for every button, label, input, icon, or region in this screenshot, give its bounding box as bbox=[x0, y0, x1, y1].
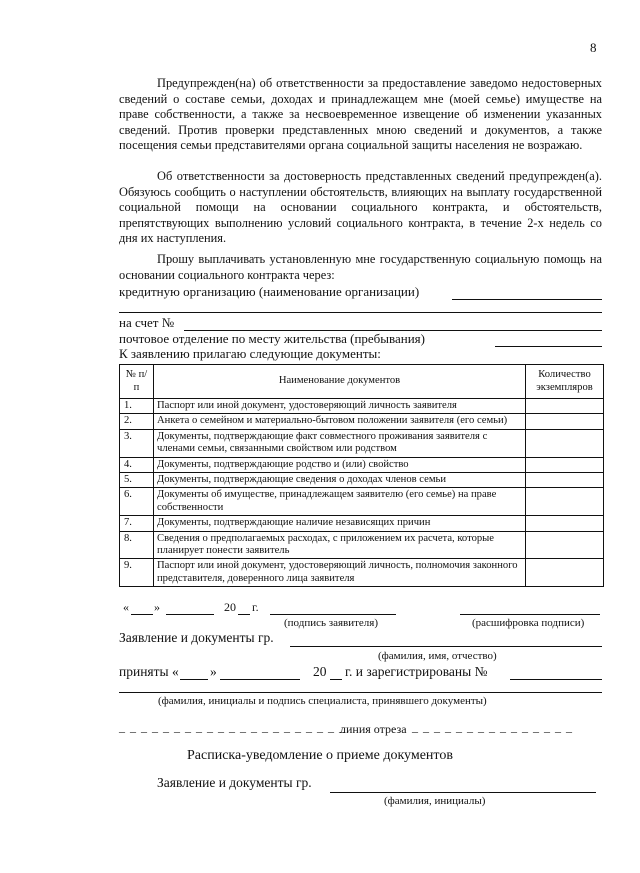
accepted-year-prefix: 20 bbox=[313, 664, 327, 679]
credit-org-label: кредитную организацию (наименование организации) bbox=[119, 284, 420, 299]
acceptance-intro: Заявление и документы гр. bbox=[119, 630, 274, 645]
row-number: 7. bbox=[120, 516, 154, 531]
credit-org-field-line2[interactable] bbox=[119, 312, 602, 313]
accepted-close-quote: » bbox=[210, 664, 217, 679]
table-row bbox=[120, 429, 604, 457]
table-row bbox=[120, 531, 604, 559]
cut-line-right: _ _ _ _ _ _ _ _ _ _ _ _ _ _ _ bbox=[412, 720, 573, 734]
specialist-field[interactable] bbox=[119, 692, 602, 693]
column-number-header: № п/п bbox=[120, 365, 154, 399]
table-row bbox=[120, 457, 604, 472]
fio-caption: (фамилия, имя, отчество) bbox=[378, 650, 497, 662]
date-open-quote: « bbox=[123, 600, 129, 614]
row-number: 4. bbox=[120, 457, 154, 472]
cut-line-label: линия отреза bbox=[340, 722, 407, 736]
row-number: 2. bbox=[120, 414, 154, 429]
registered-label: г. и зарегистрированы № bbox=[345, 664, 488, 679]
signature-decode-caption: (расшифровка подписи) bbox=[472, 617, 585, 629]
row-number: 1. bbox=[120, 399, 154, 414]
table-row bbox=[120, 516, 604, 531]
receipt-title: Расписка-уведомление о приеме документов bbox=[187, 748, 453, 763]
table-row bbox=[120, 414, 604, 429]
page-number: 8 bbox=[590, 40, 597, 55]
accepted-day-field[interactable] bbox=[180, 679, 208, 680]
quantity-cell[interactable] bbox=[526, 488, 604, 516]
row-number: 9. bbox=[120, 559, 154, 587]
table-row bbox=[120, 473, 604, 488]
quantity-cell[interactable] bbox=[526, 559, 604, 587]
quantity-cell[interactable] bbox=[526, 399, 604, 414]
document-name: Документы, подтверждающие факт совместного проживания заявителя с членами семьи, связанными свойством или родством bbox=[154, 429, 526, 457]
responsibility-paragraph: Об ответственности за достоверность представленных сведений предупрежден(а). Обязуюсь сообщить о наступлении обстоятельств, влияющих на выплату государственной социальной помощи на основании социального контракта, и обстоятельств, препятствующих выполнению условий социального контракта, в течение 2-х недель со дня их наступления. bbox=[119, 169, 602, 246]
signature-caption: (подпись заявителя) bbox=[284, 617, 379, 629]
receipt-fio-caption: (фамилия, инициалы) bbox=[384, 795, 486, 807]
documents-table-wrap bbox=[119, 364, 604, 587]
cut-line-left: _ _ _ _ _ _ _ _ _ _ _ _ _ _ _ _ _ _ _ _ _ bbox=[119, 720, 346, 734]
document-name: Документы об имуществе, принадлежащем заявителю (его семье) на праве собственности bbox=[154, 488, 526, 516]
accepted-year-field[interactable] bbox=[330, 679, 342, 680]
specialist-caption: (фамилия, инициалы и подпись специалиста, принявшего документы) bbox=[158, 695, 487, 707]
quantity-cell[interactable] bbox=[526, 531, 604, 559]
row-number: 6. bbox=[120, 488, 154, 516]
documents-table bbox=[119, 364, 604, 587]
accepted-month-field[interactable] bbox=[220, 679, 300, 680]
quantity-cell[interactable] bbox=[526, 473, 604, 488]
attachments-heading: К заявлению прилагаю следующие документы: bbox=[119, 346, 381, 361]
post-office-field[interactable] bbox=[495, 346, 602, 347]
column-quantity-header: Количество экземпляров bbox=[526, 365, 604, 399]
applicant-signature-field[interactable] bbox=[270, 614, 396, 615]
date-month-field[interactable] bbox=[166, 614, 214, 615]
column-name-header: Наименование документов bbox=[154, 365, 526, 399]
quantity-cell[interactable] bbox=[526, 457, 604, 472]
document-name: Паспорт или иной документ, удостоверяющий личность, полномочия законного представителя, доверенного лица заявителя bbox=[154, 559, 526, 587]
document-name: Анкета о семейном и материально-бытовом положении заявителя (его семьи) bbox=[154, 414, 526, 429]
signature-decode-field[interactable] bbox=[460, 614, 600, 615]
post-office-label: почтовое отделение по месту жительства (пребывания) bbox=[119, 331, 425, 346]
date-day-field[interactable] bbox=[131, 614, 153, 615]
date-year-suffix: г. bbox=[252, 600, 259, 614]
table-header-row bbox=[120, 365, 604, 399]
warning-paragraph: Предупрежден(на) об ответственности за предоставление заведомо недостоверных сведений о составе семьи, доходах и принадлежащем мне (моей семье) имуществе на праве собственности, а также за несвоевременное извещение об изменении указанных сведений. Против проверки представленных мною сведений и документов, а также посещения семьи представителями органа социальной защиты населения не возражаю. bbox=[119, 76, 602, 153]
date-year-prefix: 20 bbox=[224, 600, 236, 614]
accepted-label: приняты « bbox=[119, 664, 179, 679]
quantity-cell[interactable] bbox=[526, 516, 604, 531]
receipt-intro: Заявление и документы гр. bbox=[157, 775, 312, 790]
document-name: Документы, подтверждающие родство и (или) свойство bbox=[154, 457, 526, 472]
row-number: 3. bbox=[120, 429, 154, 457]
date-close-quote: » bbox=[154, 600, 160, 614]
credit-org-field[interactable] bbox=[452, 299, 602, 300]
applicant-fio-field[interactable] bbox=[290, 646, 602, 647]
document-name: Сведения о предполагаемых расходах, с приложением их расчета, которые планирует понести заявитель bbox=[154, 531, 526, 559]
document-name: Паспорт или иной документ, удостоверяющий личность заявителя bbox=[154, 399, 526, 414]
row-number: 8. bbox=[120, 531, 154, 559]
quantity-cell[interactable] bbox=[526, 414, 604, 429]
table-row bbox=[120, 399, 604, 414]
document-name: Документы, подтверждающие наличие независящих причин bbox=[154, 516, 526, 531]
payment-request-paragraph: Прошу выплачивать установленную мне государственную социальную помощь на основании социального контракта через: bbox=[119, 252, 602, 282]
receipt-fio-field[interactable] bbox=[330, 792, 596, 793]
table-row bbox=[120, 559, 604, 587]
row-number: 5. bbox=[120, 473, 154, 488]
date-year-field[interactable] bbox=[238, 614, 250, 615]
registration-number-field[interactable] bbox=[510, 679, 602, 680]
table-row bbox=[120, 488, 604, 516]
account-label: на счет № bbox=[119, 315, 175, 330]
document-name: Документы, подтверждающие сведения о доходах членов семьи bbox=[154, 473, 526, 488]
quantity-cell[interactable] bbox=[526, 429, 604, 457]
